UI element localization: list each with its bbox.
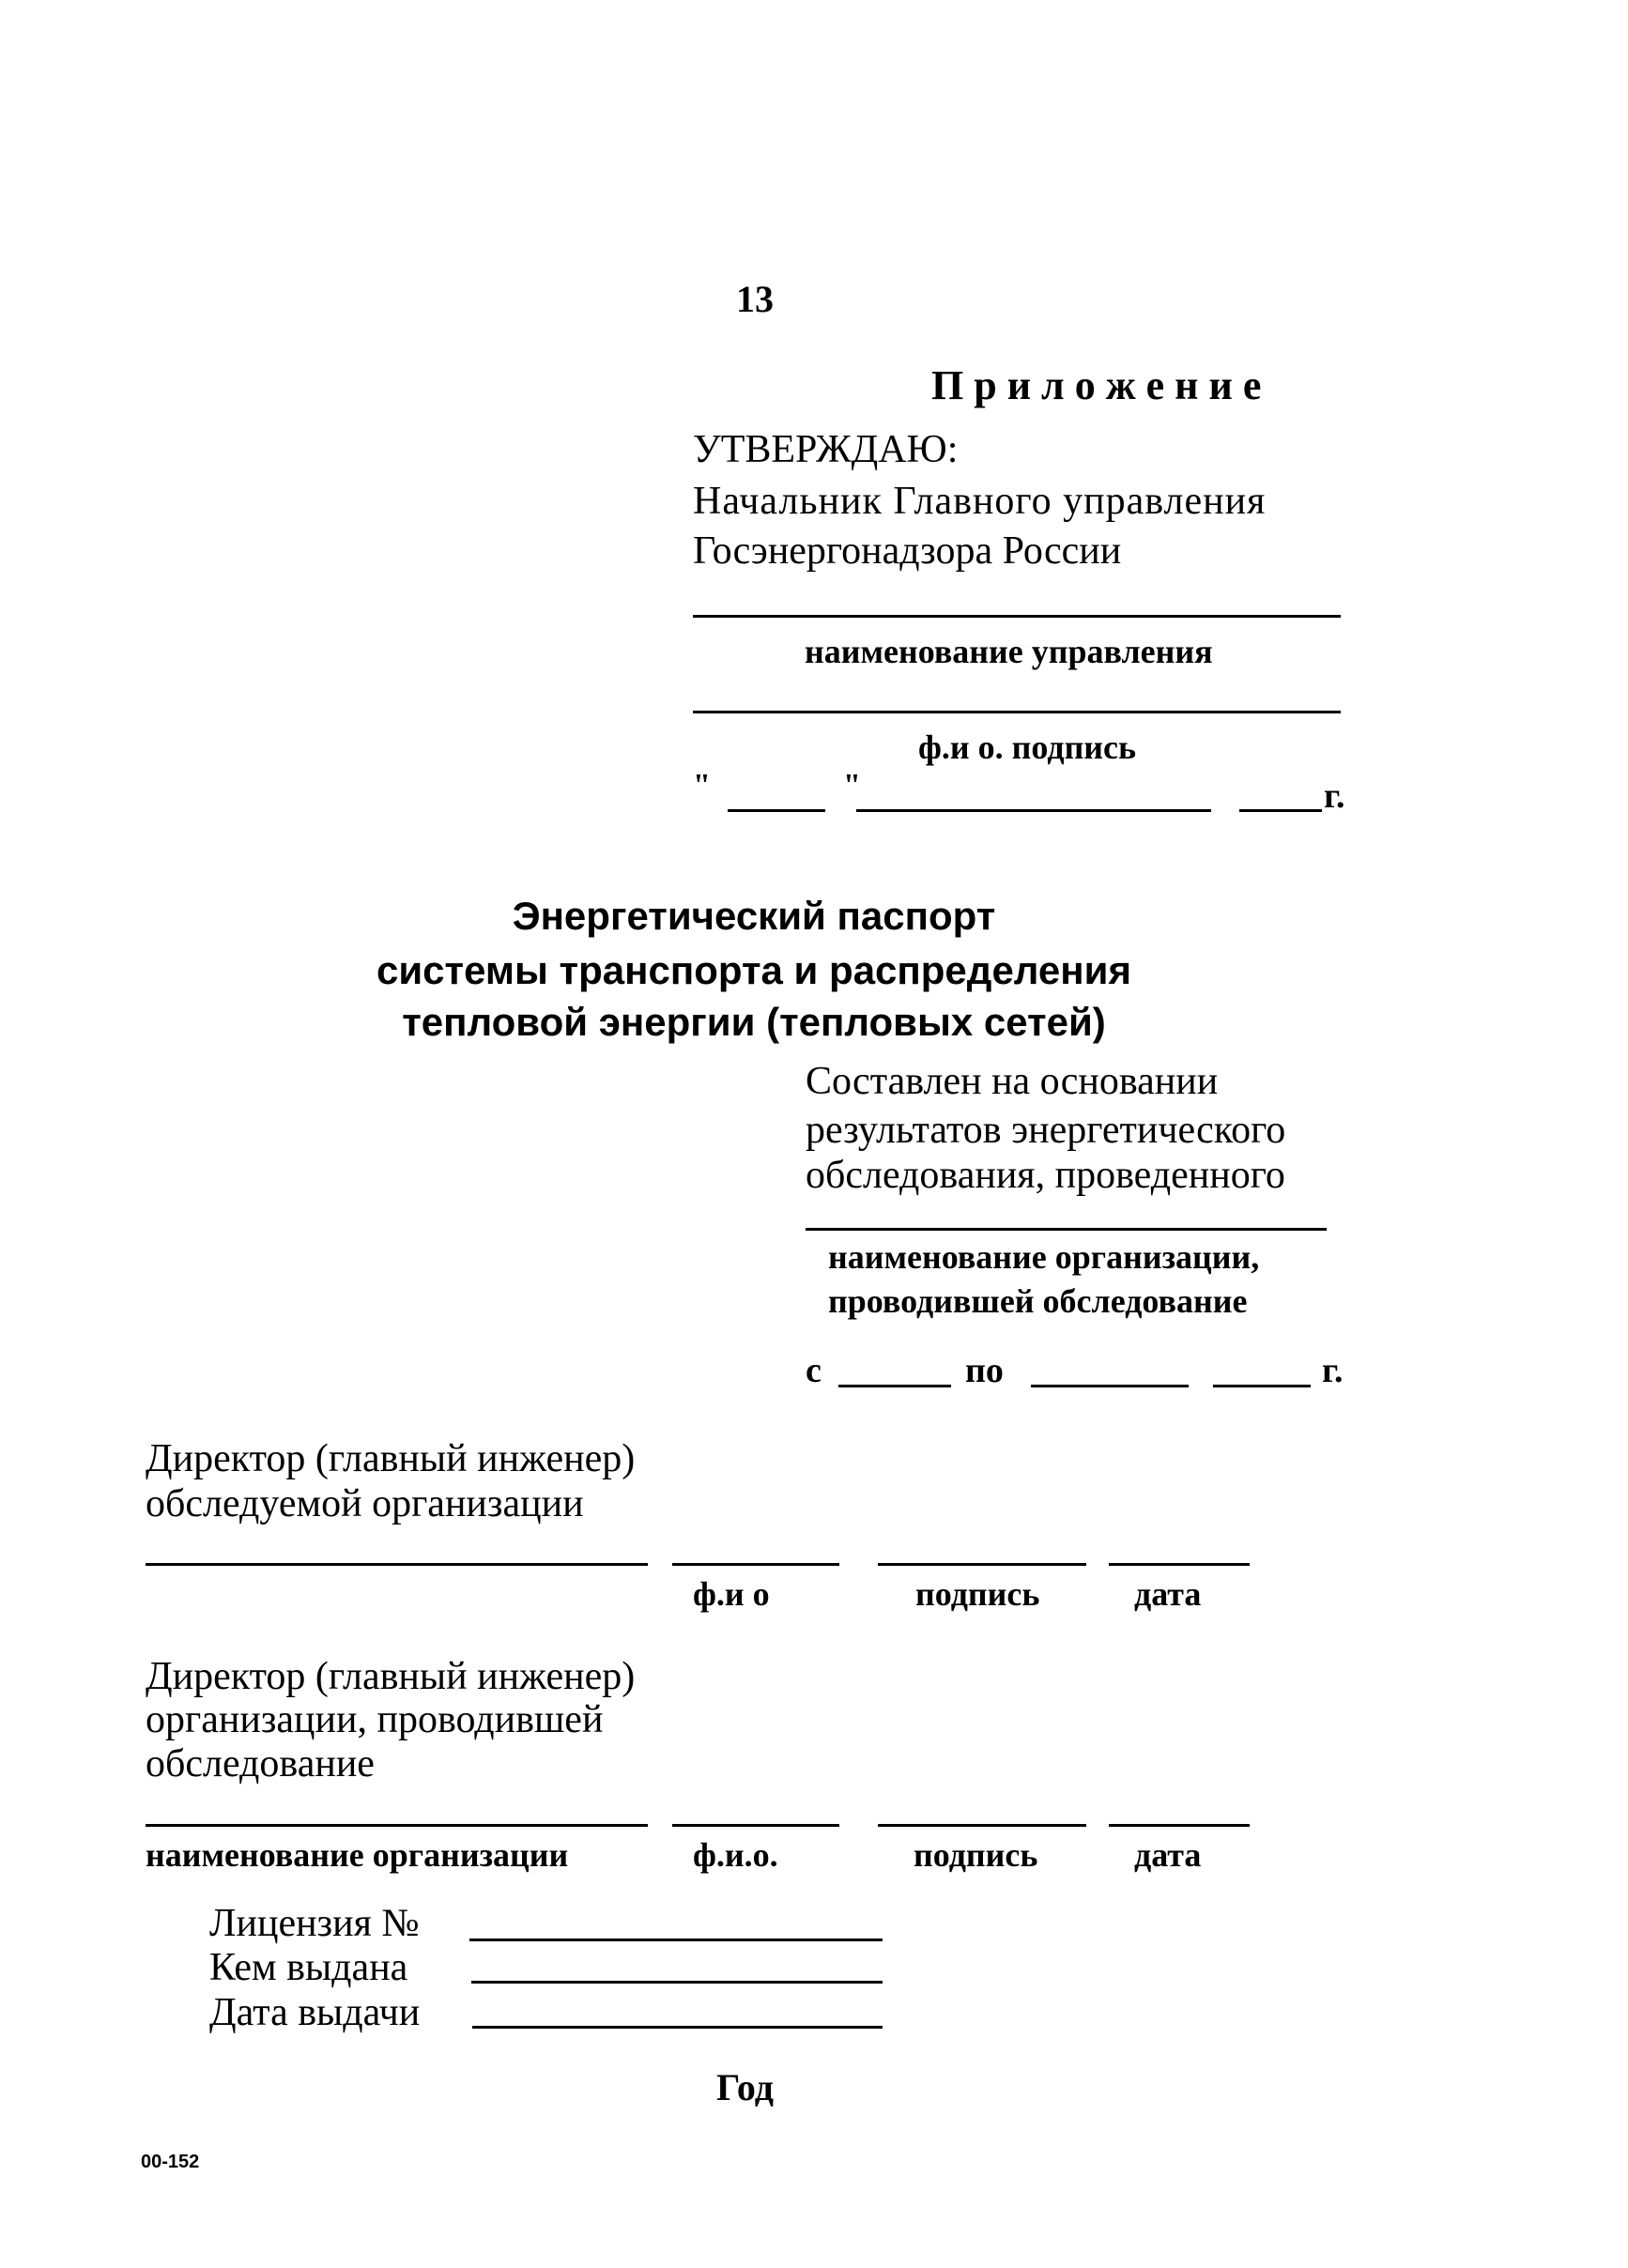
director-surveyed-line1: Директор (главный инженер) [146,1437,636,1480]
director-surveyed-date-caption: дата [1134,1575,1202,1613]
title-line2: системы транспорта и распределения [376,948,1131,992]
director-surveyed-fio-line[interactable] [672,1563,839,1566]
director-surveyor-org-caption: наименование организации [146,1836,569,1874]
department-name-caption: наименование управления [805,633,1213,670]
approver-signature-line[interactable] [693,711,1341,713]
license-issued-by-label: Кем выдана [209,1946,408,1989]
period-from-label: с [806,1351,822,1390]
license-number-label: Лицензия № [209,1902,420,1945]
approver-signature-caption: ф.и о. подпись [918,728,1137,766]
approval-position-line2: Госэнергонадзора России [693,529,1122,573]
year-label: Год [716,2066,775,2108]
department-name-line[interactable] [693,615,1341,618]
director-surveyor-line3: обследование [146,1742,375,1785]
date-year-suffix: г. [1324,776,1345,816]
director-surveyor-signature-caption: подпись [914,1836,1038,1874]
period-from-line[interactable] [838,1385,951,1387]
director-surveyor-org-line[interactable] [146,1824,648,1827]
license-issue-date-label: Дата выдачи [209,1991,421,2034]
director-surveyor-date-line[interactable] [1109,1824,1250,1827]
approval-heading: УТВЕРЖДАЮ: [693,428,959,471]
period-to-line[interactable] [1031,1385,1189,1387]
approval-position-line1: Начальник Главного управления [693,480,1267,523]
page-number: 13 [736,278,774,320]
title-line3: тепловой энергии (тепловых сетей) [402,1000,1106,1044]
director-surveyed-signature-line[interactable] [878,1563,1086,1566]
director-surveyed-fio-caption: ф.и о [693,1575,770,1613]
director-surveyor-fio-line[interactable] [672,1824,839,1827]
director-surveyed-org-line[interactable] [146,1563,648,1566]
date-month-line[interactable] [856,809,1211,812]
date-close-quote: " [843,768,861,803]
date-day-line[interactable] [728,809,825,812]
director-surveyed-signature-caption: подпись [915,1575,1040,1613]
date-year-line[interactable] [1239,809,1322,812]
director-surveyor-fio-caption: ф.и.о. [693,1836,778,1874]
title-line1: Энергетический паспорт [512,894,996,938]
director-surveyor-line1: Директор (главный инженер) [146,1655,636,1698]
license-number-line[interactable] [469,1939,883,1941]
date-open-quote: " [693,768,711,803]
director-surveyed-line2: обследуемой организации [146,1482,584,1525]
director-surveyor-date-caption: дата [1134,1836,1202,1874]
compiled-line2: результатов энергетического [806,1109,1286,1152]
director-surveyor-signature-line[interactable] [878,1824,1086,1827]
director-surveyor-line2: организации, проводившей [146,1698,604,1741]
license-issued-by-line[interactable] [471,1981,883,1984]
director-surveyed-date-line[interactable] [1109,1563,1250,1566]
license-issue-date-line[interactable] [472,2026,883,2029]
compiled-line3: обследования, проведенного [806,1154,1285,1197]
surveying-organization-line[interactable] [806,1228,1327,1231]
document-code: 00-152 [141,2152,200,2172]
period-year-line[interactable] [1213,1385,1311,1387]
surveying-organization-caption-line2: проводившей обследование [828,1282,1248,1320]
surveying-organization-caption-line1: наименование организации, [828,1238,1260,1276]
appendix-label: П р и л о ж е н и е [931,362,1262,408]
compiled-line1: Составлен на основании [806,1060,1219,1103]
period-year-suffix: г. [1322,1351,1344,1390]
period-to-label: по [965,1351,1004,1390]
